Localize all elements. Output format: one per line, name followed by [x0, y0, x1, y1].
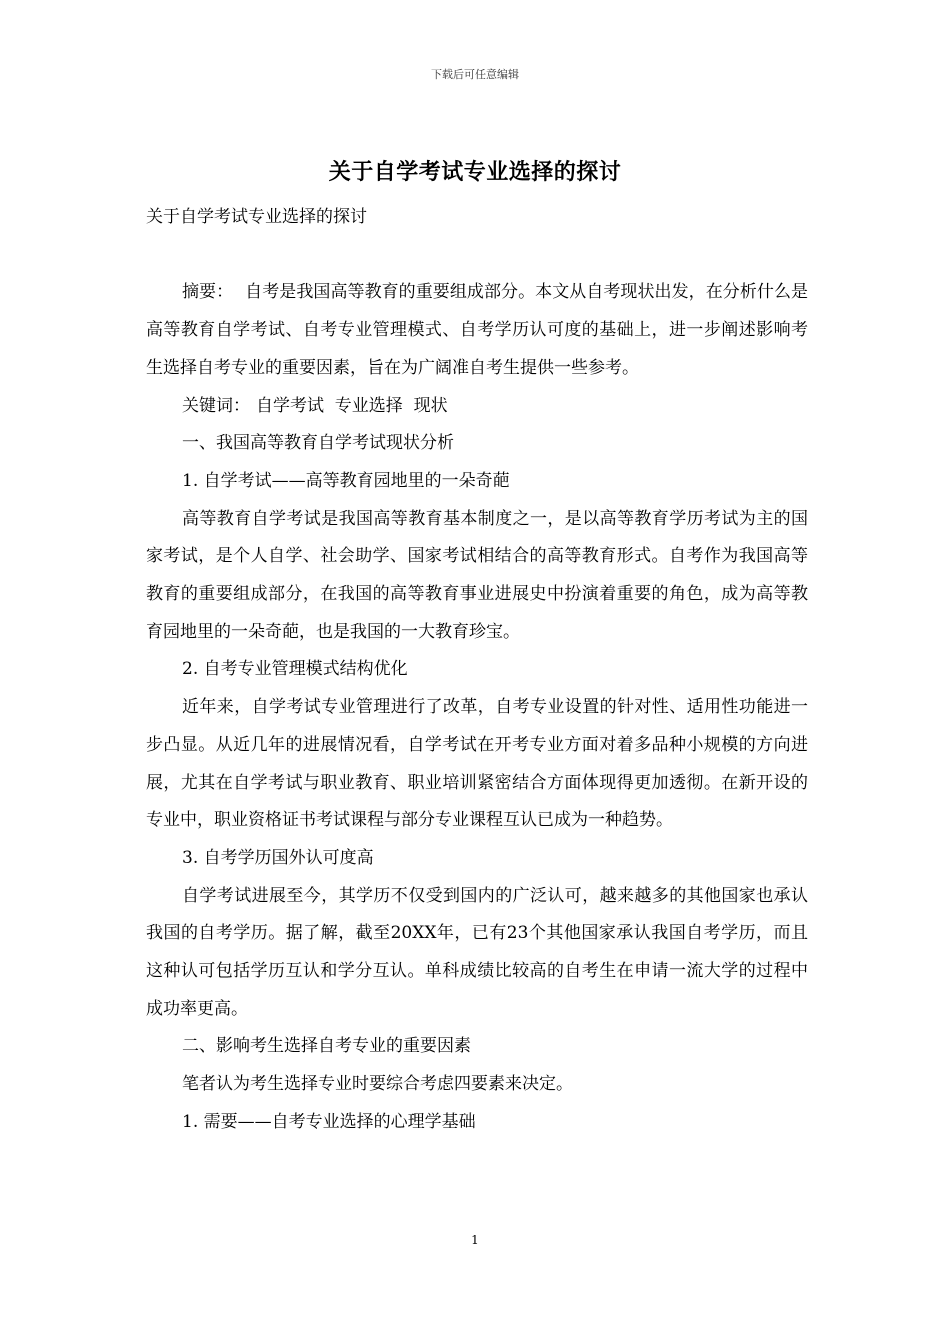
body-paragraph: 近年来，自学考试专业管理进行了改革，自考专业设置的针对性、适用性功能进一步凸显。从近几年的进展情况看，自学考试在开考专业方面对着多品种小规模的方向进展，尤其在自学考试与职业教育、职业培训紧密结合方面体现得更加透彻。在新开设的专业中，职业资格证书考试课程与部分专业课程互认已成为一种趋势。 [146, 697, 808, 831]
subsection-heading: 1. 需要——自考专业选择的心理学基础 [182, 1111, 476, 1132]
subsection-heading: 2. 自考专业管理模式结构优化 [182, 659, 408, 680]
body-paragraph: 笔者认为考生选择专业时要综合考虑四要素来决定。 [182, 1074, 573, 1095]
section-heading: 二、影响考生选择自考专业的重要因素 [182, 1036, 471, 1057]
keywords-label: 关键词： [182, 395, 250, 416]
subtitle: 关于自学考试专业选择的探讨 [146, 207, 367, 227]
abstract-label: 摘要： [182, 282, 234, 303]
section-heading: 一、我国高等教育自学考试现状分析 [182, 433, 454, 454]
subsection-heading: 1. 自学考试——高等教育园地里的一朵奇葩 [182, 470, 510, 491]
abstract-text: 自考是我国高等教育的重要组成部分。本文从自考现状出发，在分析什么是高等教育自学考试、自考专业管理模式、自考学历认可度的基础上，进一步阐述影响考生选择自考专业的重要因素，旨在为广阔准自考生提供一些参考。 [146, 282, 808, 378]
body-paragraph: 自学考试进展至今，其学历不仅受到国内的广泛认可，越来越多的其他国家也承认我国的自考学历。据了解，截至20XX年，已有23个其他国家承认我国自考学历，而且这种认可包括学历互认和学分互认。单科成绩比较高的自考生在申请一流大学的过程中成功率更高。 [146, 885, 808, 1019]
page-number: 1 [471, 1233, 479, 1247]
blank-line [146, 237, 808, 275]
keywords-paragraph [146, 388, 808, 426]
document-body [146, 199, 808, 1142]
subsection-heading: 3. 自考学历国外认可度高 [182, 847, 374, 868]
page-header: 下载后可任意编辑 [431, 68, 519, 81]
document-title: 关于自学考试专业选择的探讨 [328, 159, 622, 185]
keywords-text: 自学考试 专业选择 现状 [256, 395, 448, 416]
body-paragraph: 高等教育自学考试是我国高等教育基本制度之一，是以高等教育学历考试为主的国家考试，是个人自学、社会助学、国家考试相结合的高等教育形式。自考作为我国高等教育的重要组成部分，在我国的高等教育事业进展史中扮演着重要的角色，成为高等教育园地里的一朵奇葩，也是我国的一大教育珍宝。 [146, 508, 808, 642]
abstract-paragraph [146, 274, 808, 387]
